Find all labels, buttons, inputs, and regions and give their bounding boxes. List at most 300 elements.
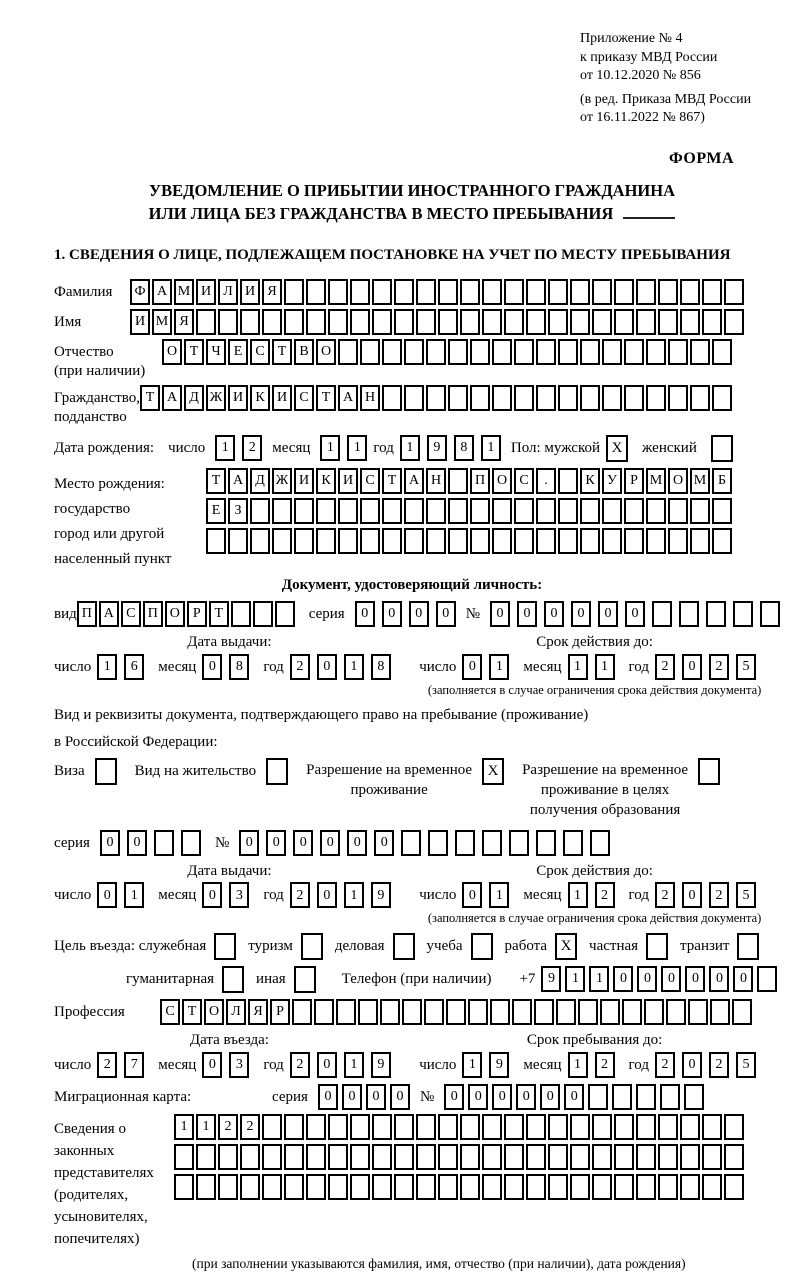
char-cell[interactable] — [514, 385, 534, 411]
char-cell[interactable]: 0 — [625, 601, 645, 627]
char-cell[interactable]: К — [250, 385, 270, 411]
char-cell[interactable] — [658, 309, 678, 335]
char-cell[interactable]: Р — [187, 601, 207, 627]
char-cell[interactable] — [350, 309, 370, 335]
char-cell[interactable] — [636, 1114, 656, 1140]
char-cell[interactable]: 3 — [229, 882, 249, 908]
char-cell[interactable]: 2 — [709, 654, 729, 680]
char-cell[interactable]: 0 — [266, 830, 286, 856]
char-cell[interactable] — [504, 279, 524, 305]
temp-permit-checkbox[interactable]: X — [482, 758, 504, 785]
char-cell[interactable] — [592, 1114, 612, 1140]
char-cell[interactable]: 0 — [317, 882, 337, 908]
char-cell[interactable]: Б — [712, 468, 732, 494]
char-cell[interactable] — [350, 1174, 370, 1200]
char-cell[interactable]: И — [272, 385, 292, 411]
char-cell[interactable] — [592, 309, 612, 335]
char-cell[interactable] — [526, 279, 546, 305]
char-cell[interactable] — [504, 1114, 524, 1140]
char-cell[interactable] — [724, 309, 744, 335]
char-cell[interactable]: Т — [140, 385, 160, 411]
char-cell[interactable] — [455, 830, 475, 856]
char-cell[interactable]: А — [152, 279, 172, 305]
char-cell[interactable] — [590, 830, 610, 856]
char-cell[interactable]: О — [492, 468, 512, 494]
char-cell[interactable] — [218, 309, 238, 335]
char-cell[interactable]: 1 — [97, 654, 117, 680]
char-cell[interactable] — [416, 309, 436, 335]
char-cell[interactable] — [424, 999, 444, 1025]
char-cell[interactable] — [760, 601, 780, 627]
char-cell[interactable]: 0 — [202, 1052, 222, 1078]
residence-permit-checkbox[interactable] — [266, 758, 288, 785]
char-cell[interactable]: 0 — [444, 1084, 464, 1110]
char-cell[interactable]: Т — [206, 468, 226, 494]
char-cell[interactable]: 0 — [342, 1084, 362, 1110]
char-cell[interactable]: А — [404, 468, 424, 494]
char-cell[interactable]: 0 — [468, 1084, 488, 1110]
char-cell[interactable]: 1 — [347, 435, 367, 461]
char-cell[interactable] — [448, 339, 468, 365]
char-cell[interactable]: 8 — [229, 654, 249, 680]
char-cell[interactable]: Ж — [206, 385, 226, 411]
char-cell[interactable] — [666, 999, 686, 1025]
char-cell[interactable]: У — [602, 468, 622, 494]
char-cell[interactable]: 2 — [709, 1052, 729, 1078]
char-cell[interactable] — [328, 1114, 348, 1140]
char-cell[interactable]: 5 — [736, 1052, 756, 1078]
char-cell[interactable] — [470, 385, 490, 411]
char-cell[interactable] — [394, 1174, 414, 1200]
char-cell[interactable]: 2 — [218, 1114, 238, 1140]
char-cell[interactable] — [646, 498, 666, 524]
char-cell[interactable] — [509, 830, 529, 856]
char-cell[interactable] — [338, 498, 358, 524]
char-cell[interactable]: 2 — [595, 882, 615, 908]
char-cell[interactable] — [490, 999, 510, 1025]
char-cell[interactable] — [372, 279, 392, 305]
char-cell[interactable] — [174, 1174, 194, 1200]
char-cell[interactable]: Ф — [130, 279, 150, 305]
char-cell[interactable]: 9 — [489, 1052, 509, 1078]
char-cell[interactable] — [558, 339, 578, 365]
char-cell[interactable]: 0 — [733, 966, 753, 992]
char-cell[interactable]: А — [338, 385, 358, 411]
char-cell[interactable]: Д — [184, 385, 204, 411]
char-cell[interactable] — [402, 999, 422, 1025]
char-cell[interactable]: 1 — [568, 654, 588, 680]
char-cell[interactable]: 9 — [371, 1052, 391, 1078]
char-cell[interactable] — [416, 1174, 436, 1200]
char-cell[interactable]: 0 — [462, 882, 482, 908]
char-cell[interactable]: 1 — [400, 435, 420, 461]
char-cell[interactable]: 6 — [124, 654, 144, 680]
char-cell[interactable]: П — [77, 601, 97, 627]
char-cell[interactable]: К — [580, 468, 600, 494]
char-cell[interactable] — [262, 1144, 282, 1170]
char-cell[interactable] — [404, 385, 424, 411]
purpose-transit-checkbox[interactable] — [737, 933, 759, 960]
char-cell[interactable] — [624, 498, 644, 524]
char-cell[interactable] — [680, 279, 700, 305]
char-cell[interactable]: О — [204, 999, 224, 1025]
edu-permit-checkbox[interactable] — [698, 758, 720, 785]
char-cell[interactable]: 2 — [97, 1052, 117, 1078]
char-cell[interactable] — [668, 528, 688, 554]
char-cell[interactable] — [690, 385, 710, 411]
char-cell[interactable] — [558, 528, 578, 554]
char-cell[interactable]: 2 — [290, 1052, 310, 1078]
char-cell[interactable]: 2 — [242, 435, 262, 461]
char-cell[interactable] — [196, 1144, 216, 1170]
char-cell[interactable] — [652, 601, 672, 627]
char-cell[interactable] — [338, 339, 358, 365]
char-cell[interactable] — [536, 339, 556, 365]
char-cell[interactable] — [240, 1174, 260, 1200]
char-cell[interactable] — [614, 309, 634, 335]
char-cell[interactable]: О — [162, 339, 182, 365]
char-cell[interactable]: 0 — [366, 1084, 386, 1110]
char-cell[interactable] — [658, 1174, 678, 1200]
char-cell[interactable] — [680, 309, 700, 335]
char-cell[interactable]: 0 — [318, 1084, 338, 1110]
char-cell[interactable] — [602, 339, 622, 365]
char-cell[interactable] — [294, 498, 314, 524]
char-cell[interactable]: З — [228, 498, 248, 524]
char-cell[interactable] — [592, 1174, 612, 1200]
char-cell[interactable]: 5 — [736, 654, 756, 680]
char-cell[interactable] — [724, 1144, 744, 1170]
char-cell[interactable]: С — [250, 339, 270, 365]
char-cell[interactable] — [394, 1114, 414, 1140]
char-cell[interactable] — [658, 1144, 678, 1170]
char-cell[interactable]: 2 — [655, 1052, 675, 1078]
purpose-tourism-checkbox[interactable] — [301, 933, 323, 960]
char-cell[interactable]: 1 — [481, 435, 501, 461]
char-cell[interactable] — [284, 1144, 304, 1170]
char-cell[interactable] — [548, 1144, 568, 1170]
char-cell[interactable] — [284, 1114, 304, 1140]
char-cell[interactable] — [548, 1114, 568, 1140]
char-cell[interactable] — [512, 999, 532, 1025]
char-cell[interactable] — [284, 309, 304, 335]
char-cell[interactable] — [624, 528, 644, 554]
char-cell[interactable] — [338, 528, 358, 554]
char-cell[interactable] — [706, 601, 726, 627]
char-cell[interactable]: 1 — [489, 882, 509, 908]
purpose-business-checkbox[interactable] — [393, 933, 415, 960]
char-cell[interactable]: Я — [262, 279, 282, 305]
char-cell[interactable]: 9 — [427, 435, 447, 461]
char-cell[interactable]: О — [165, 601, 185, 627]
char-cell[interactable] — [460, 309, 480, 335]
char-cell[interactable]: С — [160, 999, 180, 1025]
char-cell[interactable] — [526, 1144, 546, 1170]
purpose-other-checkbox[interactable] — [294, 966, 316, 993]
char-cell[interactable] — [262, 309, 282, 335]
char-cell[interactable]: Т — [184, 339, 204, 365]
char-cell[interactable]: Я — [248, 999, 268, 1025]
char-cell[interactable] — [394, 309, 414, 335]
char-cell[interactable]: 2 — [595, 1052, 615, 1078]
char-cell[interactable] — [438, 279, 458, 305]
char-cell[interactable] — [570, 1144, 590, 1170]
char-cell[interactable] — [690, 528, 710, 554]
char-cell[interactable] — [404, 498, 424, 524]
char-cell[interactable] — [401, 830, 421, 856]
char-cell[interactable] — [328, 1144, 348, 1170]
char-cell[interactable] — [250, 498, 270, 524]
char-cell[interactable] — [350, 1114, 370, 1140]
char-cell[interactable] — [548, 309, 568, 335]
char-cell[interactable] — [526, 1114, 546, 1140]
char-cell[interactable] — [416, 279, 436, 305]
char-cell[interactable]: 0 — [293, 830, 313, 856]
char-cell[interactable] — [534, 999, 554, 1025]
char-cell[interactable] — [181, 830, 201, 856]
char-cell[interactable]: 1 — [568, 1052, 588, 1078]
char-cell[interactable] — [228, 528, 248, 554]
char-cell[interactable]: О — [668, 468, 688, 494]
char-cell[interactable] — [504, 309, 524, 335]
char-cell[interactable]: И — [196, 279, 216, 305]
char-cell[interactable] — [262, 1114, 282, 1140]
char-cell[interactable] — [558, 385, 578, 411]
char-cell[interactable]: 1 — [124, 882, 144, 908]
char-cell[interactable] — [482, 309, 502, 335]
char-cell[interactable] — [644, 999, 664, 1025]
char-cell[interactable] — [468, 999, 488, 1025]
char-cell[interactable]: 0 — [374, 830, 394, 856]
purpose-work-checkbox[interactable]: X — [555, 933, 577, 960]
char-cell[interactable]: 0 — [202, 654, 222, 680]
char-cell[interactable] — [460, 1174, 480, 1200]
char-cell[interactable] — [536, 498, 556, 524]
char-cell[interactable]: О — [316, 339, 336, 365]
char-cell[interactable]: 0 — [598, 601, 618, 627]
char-cell[interactable]: 0 — [492, 1084, 512, 1110]
char-cell[interactable] — [548, 1174, 568, 1200]
char-cell[interactable] — [712, 385, 732, 411]
char-cell[interactable] — [231, 601, 251, 627]
char-cell[interactable] — [196, 309, 216, 335]
char-cell[interactable] — [646, 339, 666, 365]
char-cell[interactable] — [328, 309, 348, 335]
char-cell[interactable] — [614, 1144, 634, 1170]
visa-checkbox[interactable] — [95, 758, 117, 785]
char-cell[interactable] — [514, 498, 534, 524]
char-cell[interactable]: Д — [250, 468, 270, 494]
char-cell[interactable] — [536, 528, 556, 554]
char-cell[interactable] — [316, 528, 336, 554]
char-cell[interactable] — [592, 1144, 612, 1170]
char-cell[interactable]: И — [338, 468, 358, 494]
sex-female-checkbox[interactable] — [711, 435, 733, 462]
char-cell[interactable] — [614, 1174, 634, 1200]
char-cell[interactable] — [570, 279, 590, 305]
char-cell[interactable]: 0 — [317, 654, 337, 680]
char-cell[interactable] — [482, 1114, 502, 1140]
char-cell[interactable] — [314, 999, 334, 1025]
char-cell[interactable]: В — [294, 339, 314, 365]
char-cell[interactable] — [306, 279, 326, 305]
char-cell[interactable]: 1 — [489, 654, 509, 680]
char-cell[interactable]: 0 — [709, 966, 729, 992]
char-cell[interactable] — [426, 528, 446, 554]
char-cell[interactable]: 0 — [100, 830, 120, 856]
char-cell[interactable] — [504, 1174, 524, 1200]
char-cell[interactable] — [660, 1084, 680, 1110]
char-cell[interactable]: Т — [382, 468, 402, 494]
char-cell[interactable] — [470, 528, 490, 554]
char-cell[interactable] — [636, 279, 656, 305]
char-cell[interactable]: М — [646, 468, 666, 494]
char-cell[interactable] — [306, 1174, 326, 1200]
char-cell[interactable]: 0 — [436, 601, 456, 627]
char-cell[interactable]: 0 — [516, 1084, 536, 1110]
char-cell[interactable] — [460, 279, 480, 305]
char-cell[interactable]: 0 — [564, 1084, 584, 1110]
char-cell[interactable] — [482, 1174, 502, 1200]
char-cell[interactable]: Н — [360, 385, 380, 411]
char-cell[interactable] — [218, 1144, 238, 1170]
char-cell[interactable]: 1 — [462, 1052, 482, 1078]
char-cell[interactable] — [470, 339, 490, 365]
char-cell[interactable]: 1 — [196, 1114, 216, 1140]
char-cell[interactable] — [563, 830, 583, 856]
char-cell[interactable] — [394, 279, 414, 305]
char-cell[interactable] — [272, 528, 292, 554]
char-cell[interactable]: 0 — [202, 882, 222, 908]
char-cell[interactable] — [680, 1174, 700, 1200]
char-cell[interactable] — [624, 339, 644, 365]
char-cell[interactable]: Р — [270, 999, 290, 1025]
char-cell[interactable] — [690, 339, 710, 365]
char-cell[interactable] — [394, 1144, 414, 1170]
char-cell[interactable]: 0 — [347, 830, 367, 856]
char-cell[interactable] — [724, 1174, 744, 1200]
char-cell[interactable] — [470, 498, 490, 524]
char-cell[interactable] — [382, 528, 402, 554]
char-cell[interactable]: 2 — [290, 654, 310, 680]
char-cell[interactable]: А — [99, 601, 119, 627]
char-cell[interactable] — [240, 1144, 260, 1170]
char-cell[interactable]: 1 — [565, 966, 585, 992]
purpose-official-checkbox[interactable] — [214, 933, 236, 960]
char-cell[interactable]: 0 — [355, 601, 375, 627]
char-cell[interactable] — [438, 1114, 458, 1140]
char-cell[interactable]: 1 — [344, 654, 364, 680]
char-cell[interactable] — [580, 339, 600, 365]
char-cell[interactable] — [482, 1144, 502, 1170]
char-cell[interactable]: 1 — [344, 882, 364, 908]
char-cell[interactable] — [702, 1144, 722, 1170]
char-cell[interactable]: 0 — [239, 830, 259, 856]
char-cell[interactable]: М — [690, 468, 710, 494]
purpose-private-checkbox[interactable] — [646, 933, 668, 960]
char-cell[interactable] — [196, 1174, 216, 1200]
char-cell[interactable]: П — [470, 468, 490, 494]
char-cell[interactable]: 0 — [682, 1052, 702, 1078]
char-cell[interactable] — [558, 468, 578, 494]
char-cell[interactable] — [712, 498, 732, 524]
char-cell[interactable]: 0 — [490, 601, 510, 627]
char-cell[interactable]: 1 — [174, 1114, 194, 1140]
char-cell[interactable] — [688, 999, 708, 1025]
char-cell[interactable] — [316, 498, 336, 524]
char-cell[interactable] — [636, 1084, 656, 1110]
char-cell[interactable] — [558, 498, 578, 524]
char-cell[interactable] — [482, 830, 502, 856]
char-cell[interactable]: К — [316, 468, 336, 494]
char-cell[interactable]: 0 — [517, 601, 537, 627]
char-cell[interactable]: 0 — [682, 882, 702, 908]
char-cell[interactable]: 5 — [736, 882, 756, 908]
char-cell[interactable]: 1 — [215, 435, 235, 461]
char-cell[interactable] — [492, 498, 512, 524]
char-cell[interactable] — [668, 385, 688, 411]
char-cell[interactable] — [350, 1144, 370, 1170]
char-cell[interactable] — [504, 1144, 524, 1170]
char-cell[interactable]: Т — [182, 999, 202, 1025]
char-cell[interactable] — [382, 339, 402, 365]
char-cell[interactable]: 0 — [685, 966, 705, 992]
char-cell[interactable] — [460, 1144, 480, 1170]
char-cell[interactable] — [602, 385, 622, 411]
char-cell[interactable]: 1 — [320, 435, 340, 461]
char-cell[interactable] — [218, 1174, 238, 1200]
char-cell[interactable]: 0 — [390, 1084, 410, 1110]
char-cell[interactable] — [380, 999, 400, 1025]
char-cell[interactable] — [636, 1144, 656, 1170]
char-cell[interactable]: А — [162, 385, 182, 411]
char-cell[interactable]: 9 — [541, 966, 561, 992]
char-cell[interactable]: 1 — [568, 882, 588, 908]
char-cell[interactable]: 1 — [344, 1052, 364, 1078]
purpose-humanitarian-checkbox[interactable] — [222, 966, 244, 993]
char-cell[interactable] — [612, 1084, 632, 1110]
char-cell[interactable]: С — [514, 468, 534, 494]
char-cell[interactable] — [372, 309, 392, 335]
char-cell[interactable] — [702, 279, 722, 305]
char-cell[interactable]: И — [130, 309, 150, 335]
char-cell[interactable] — [592, 279, 612, 305]
char-cell[interactable] — [536, 385, 556, 411]
char-cell[interactable] — [416, 1114, 436, 1140]
char-cell[interactable] — [416, 1144, 436, 1170]
char-cell[interactable] — [602, 528, 622, 554]
char-cell[interactable] — [548, 279, 568, 305]
char-cell[interactable]: 7 — [124, 1052, 144, 1078]
char-cell[interactable]: 0 — [613, 966, 633, 992]
char-cell[interactable] — [350, 279, 370, 305]
char-cell[interactable] — [448, 468, 468, 494]
char-cell[interactable] — [446, 999, 466, 1025]
char-cell[interactable] — [360, 498, 380, 524]
char-cell[interactable]: 8 — [371, 654, 391, 680]
char-cell[interactable] — [646, 385, 666, 411]
char-cell[interactable]: 0 — [382, 601, 402, 627]
char-cell[interactable] — [614, 1114, 634, 1140]
char-cell[interactable] — [426, 385, 446, 411]
char-cell[interactable] — [702, 1174, 722, 1200]
char-cell[interactable] — [668, 339, 688, 365]
char-cell[interactable] — [372, 1144, 392, 1170]
char-cell[interactable] — [382, 498, 402, 524]
char-cell[interactable] — [702, 309, 722, 335]
char-cell[interactable]: 0 — [409, 601, 429, 627]
char-cell[interactable] — [482, 279, 502, 305]
